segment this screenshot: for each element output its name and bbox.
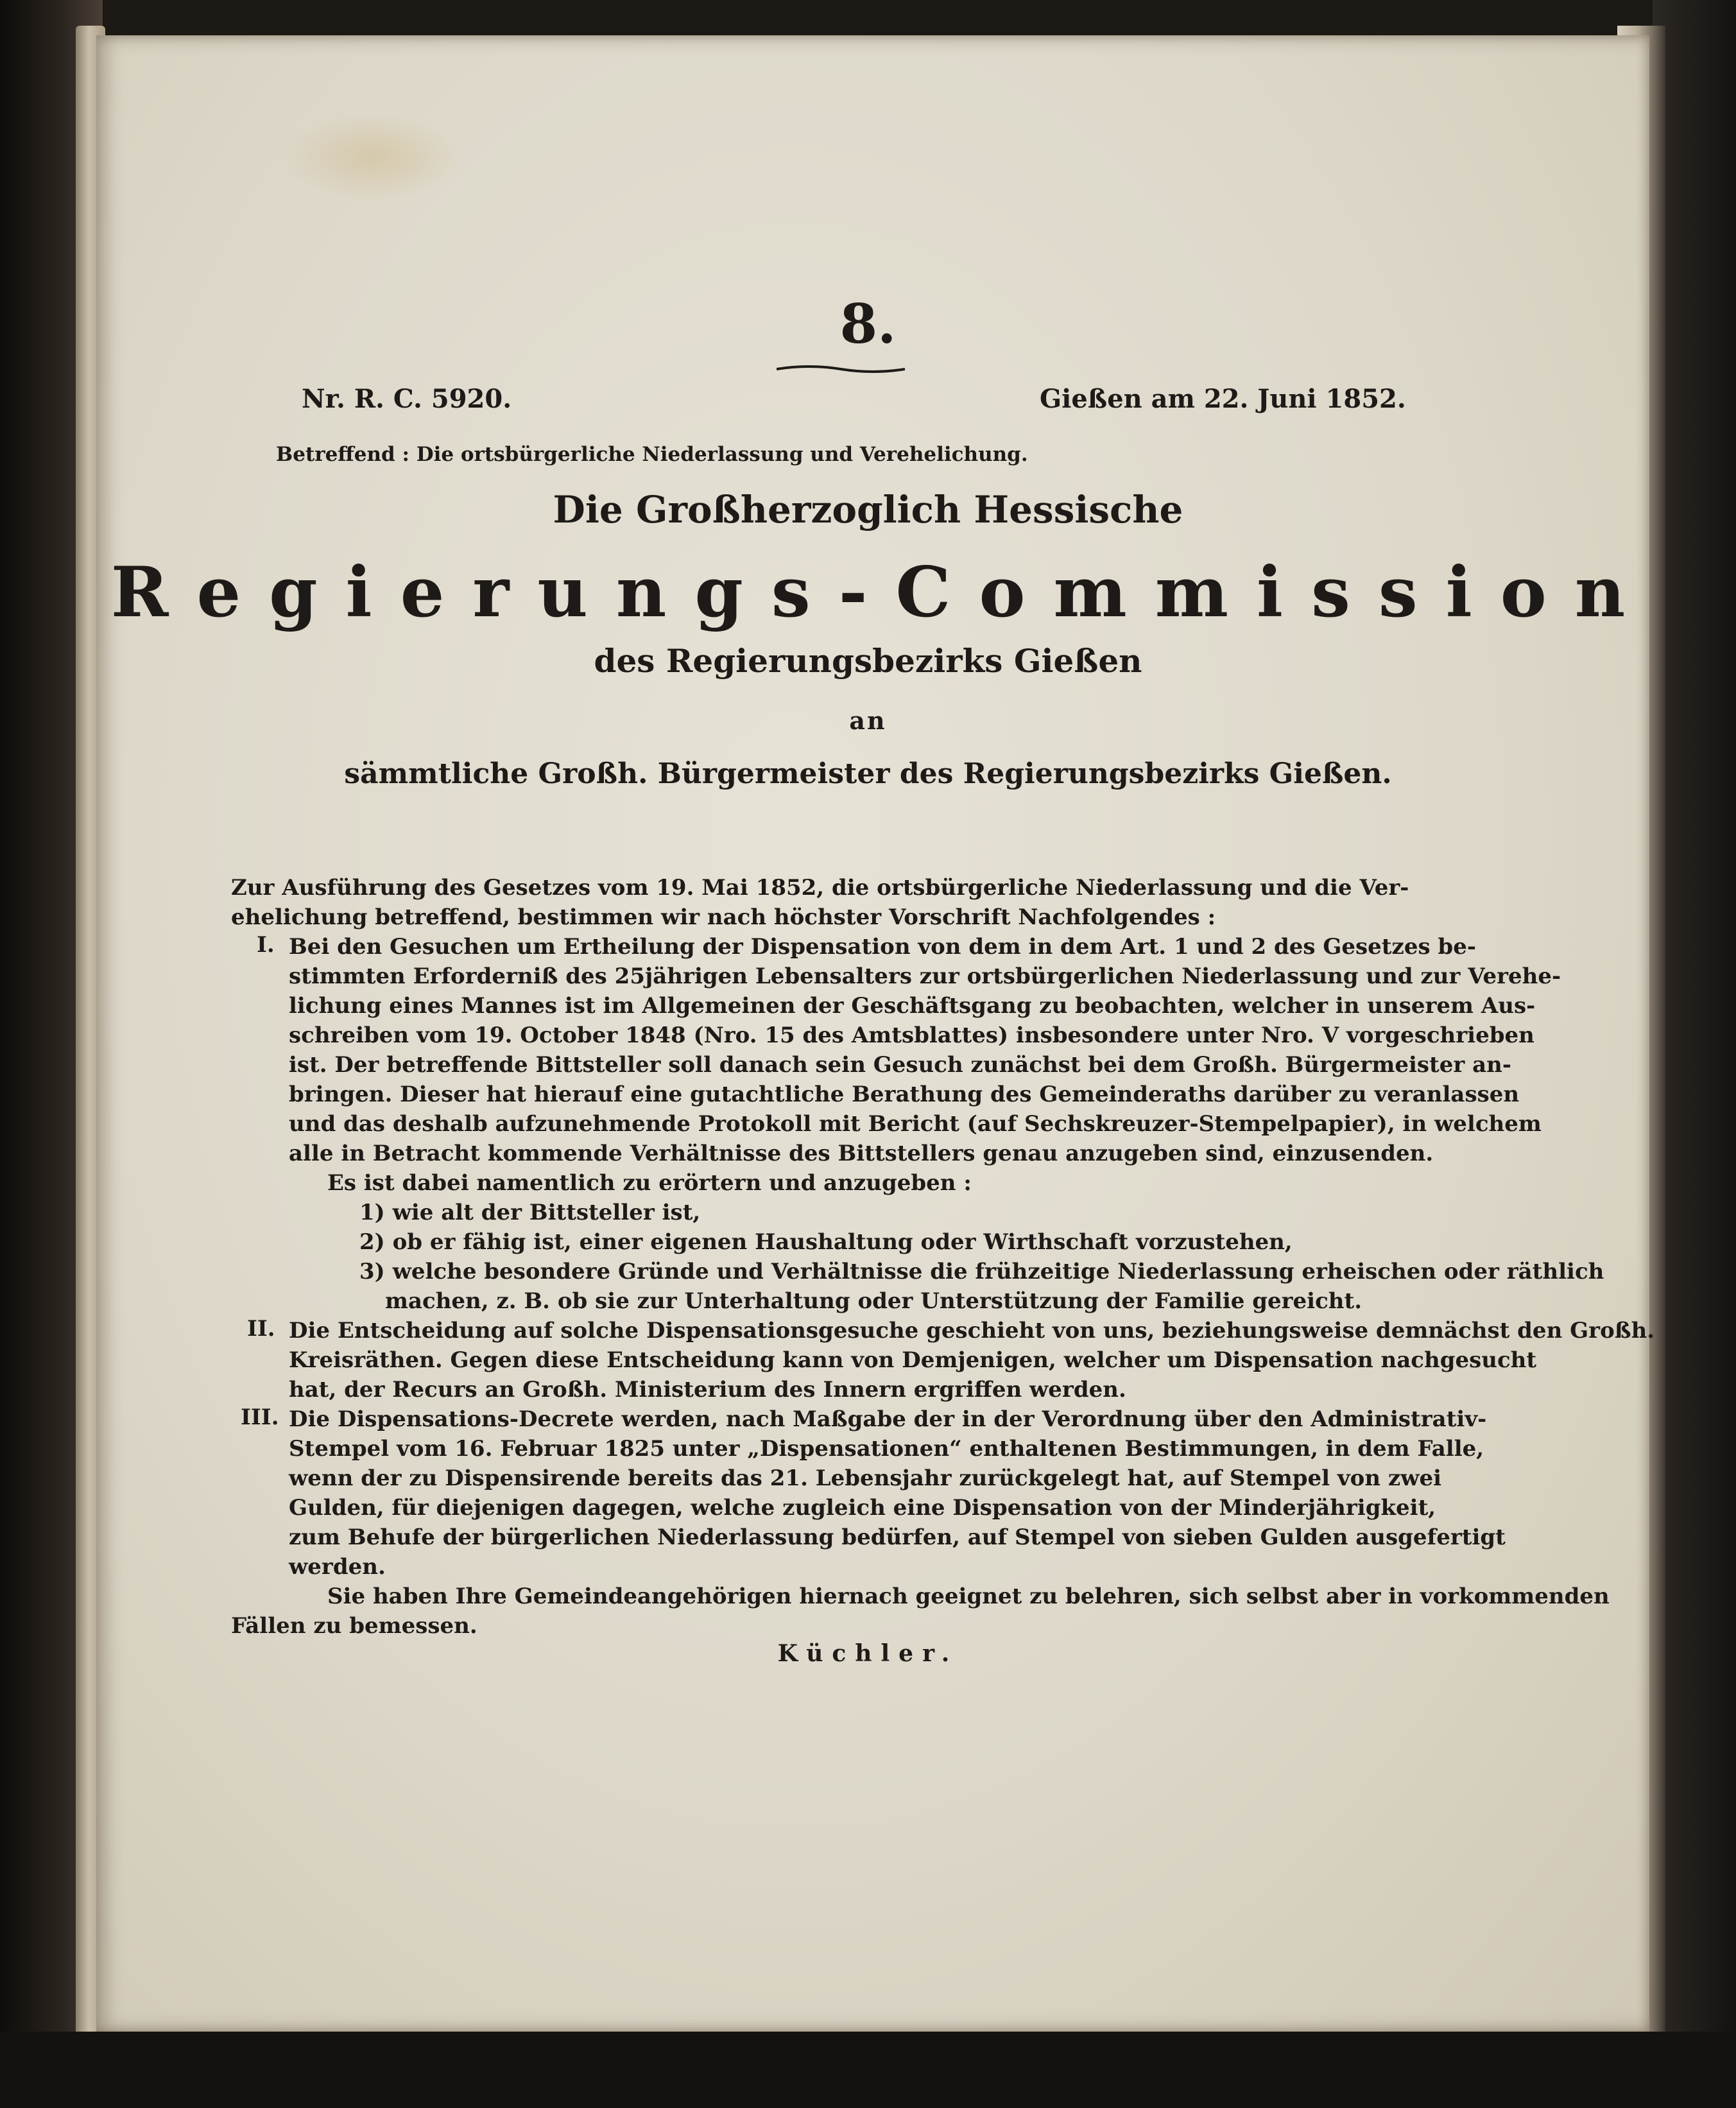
- body-line: 2) ob er fähig ist, einer eigenen Haushaltung oder Wirthschaft vorzustehen,: [359, 1229, 1293, 1255]
- body-line: Kreisräthen. Gegen diese Entscheidung kann von Demjenigen, welcher um Dispensation nachgesucht: [289, 1347, 1537, 1373]
- heading-line-2: Regierungs-Commission: [110, 552, 1654, 633]
- body-line: 1) wie alt der Bittsteller ist,: [359, 1200, 701, 1225]
- body-line: bringen. Dieser hat hierauf eine gutachtliche Berathung des Gemeinderaths darüber zu veranlassen: [289, 1082, 1520, 1107]
- body-text: [231, 873, 1655, 1643]
- body-line: Stempel vom 16. Februar 1825 unter „Dispensationen“ enthaltenen Bestimmungen, in dem Falle,: [289, 1436, 1484, 1462]
- background-bottom: [0, 2032, 1736, 2108]
- heading-line-3: des Regierungsbezirks Gießen: [594, 642, 1142, 680]
- body-line: Gulden, für diejenigen dagegen, welche zugleich eine Dispensation von der Minderjährigkeit,: [289, 1495, 1436, 1521]
- section-numeral: II.: [247, 1316, 275, 1342]
- body-line: zum Behufe der bürgerlichen Niederlassung bedürfen, auf Stempel von sieben Gulden ausgefertigt: [289, 1525, 1506, 1550]
- body-line: Die Dispensations-Decrete werden, nach Maßgabe der in der Verordnung über den Administrativ-: [289, 1406, 1487, 1432]
- heading-line-5: sämmtliche Großh. Bürgermeister des Regierungsbezirks Gießen.: [344, 757, 1392, 790]
- subject-line: Betreffend : Die ortsbürgerliche Niederlassung und Verehelichung.: [276, 443, 1028, 466]
- body-line: schreiben vom 19. October 1848 (Nro. 15 des Amtsblattes) insbesondere unter Nro. V vorgeschrieben: [289, 1023, 1534, 1048]
- body-line: und das deshalb aufzunehmende Protokoll mit Bericht (auf Sechskreuzer-Stempelpapier), in welchem: [289, 1111, 1542, 1137]
- decorative-swash: [777, 363, 905, 376]
- body-line: Bei den Gesuchen um Ertheilung der Dispensation von dem in dem Art. 1 und 2 des Gesetzes be-: [289, 934, 1476, 960]
- reference-number: Nr. R. C. 5920.: [302, 384, 512, 414]
- body-line: lichung eines Mannes ist im Allgemeinen der Geschäftsgang zu beobachten, welcher in unserem Aus-: [289, 993, 1536, 1019]
- section-numeral: III.: [241, 1404, 279, 1430]
- body-line: 3) welche besondere Gründe und Verhältnisse die frühzeitige Niederlassung erheischen oder räthlich: [359, 1259, 1604, 1284]
- body-line: hat, der Recurs an Großh. Ministerium des Innern ergriffen werden.: [289, 1377, 1126, 1403]
- body-line: Sie haben Ihre Gemeindeangehörigen hiernach geeignet zu belehren, sich selbst aber in vorkommenden: [327, 1584, 1610, 1609]
- body-line: Fällen zu bemessen.: [231, 1613, 477, 1639]
- body-line: ist. Der betreffende Bittsteller soll danach sein Gesuch zunächst bei dem Großh. Bürgermeister an-: [289, 1052, 1511, 1078]
- section-numeral: I.: [257, 932, 275, 958]
- body-line: alle in Betracht kommende Verhältnisse des Bittstellers genau anzugeben sind, einzusenden.: [289, 1141, 1434, 1166]
- body-line: werden.: [289, 1554, 386, 1580]
- body-line: Es ist dabei namentlich zu erörtern und anzugeben :: [327, 1170, 972, 1196]
- body-line: wenn der zu Dispensirende bereits das 21. Lebensjahr zurückgelegt hat, auf Stempel von zwei: [289, 1465, 1442, 1491]
- body-line: ehelichung betreffend, bestimmen wir nach höchster Vorschrift Nachfolgendes :: [231, 904, 1216, 930]
- heading-line-4: an: [849, 706, 887, 735]
- body-line: Zur Ausführung des Gesetzes vom 19. Mai 1852, die ortsbürgerliche Niederlassung und die Ver-: [231, 875, 1409, 901]
- document-number: 8.: [839, 292, 897, 356]
- body-line: stimmten Erforderniß des 25jährigen Lebensalters zur ortsbürgerlichen Niederlassung und zur Verehe-: [289, 963, 1561, 989]
- place-date: Gießen am 22. Juni 1852.: [1040, 384, 1406, 414]
- body-line: Die Entscheidung auf solche Dispensationsgesuche geschieht von uns, beziehungsweise demnächst den Großh.: [289, 1318, 1655, 1343]
- heading-line-1: Die Großherzoglich Hessische: [553, 488, 1183, 531]
- signature: Küchler.: [777, 1640, 959, 1667]
- body-line: machen, z. B. ob sie zur Unterhaltung oder Unterstützung der Familie gereicht.: [385, 1288, 1362, 1314]
- paper-stain: [282, 112, 462, 202]
